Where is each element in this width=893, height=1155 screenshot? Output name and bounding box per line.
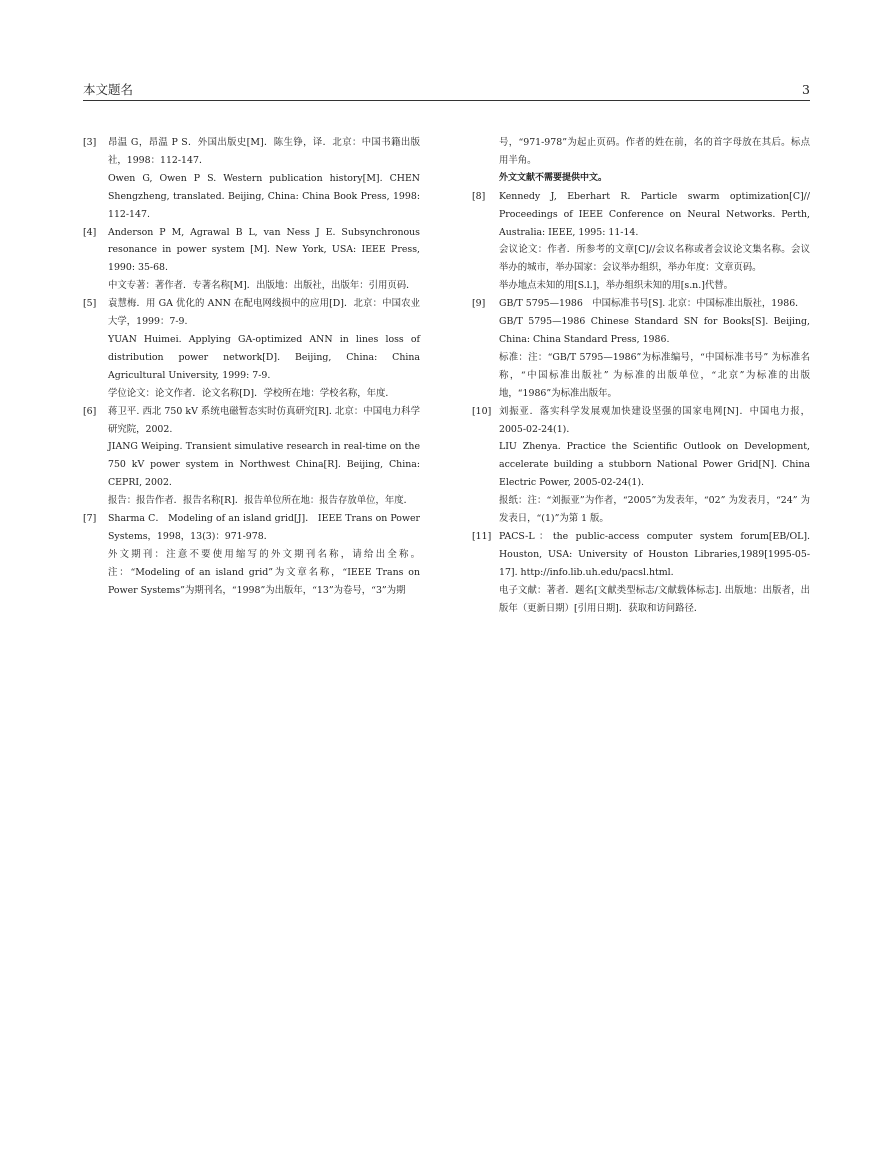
reference-note: 举办地点未知的用[S.l.]，举办组织未知的用[s.n.]代替。 xyxy=(499,280,733,292)
reference-note: 标准：注：“GB/T 5795—1986”为标准编号，“中国标准书号” 为标准名称，“中国标准出版社” 为标准的出版单位，“北京”为标准的出版地，“1986”为标准出版年。 xyxy=(499,351,810,399)
reference-note: LIU Zhenya. Practice the Scientific Outlook on Development, accelerate building a stubborn National Power Grid[N]. China Electric Power, 2005-02-24(1). xyxy=(499,441,810,489)
reference-note: GB/T 5795—1986 Chinese Standard SN for Books[S]. Beijing, China: China Standard Press, 1986. xyxy=(499,316,810,345)
reference-11 xyxy=(472,528,810,618)
page-number: 3 xyxy=(802,82,810,97)
reference-5 xyxy=(83,295,420,402)
reference-number: [7] xyxy=(83,513,97,525)
running-title: 本文题名 xyxy=(83,82,134,97)
reference-number: [8] xyxy=(472,190,486,202)
reference-number: [11] xyxy=(472,530,492,542)
reference-text: 袁慧梅．用 GA 优化的 ANN 在配电网线损中的应用[D]．北京：中国农业大学，1999：7-9. xyxy=(108,298,420,328)
reference-8 xyxy=(472,188,810,295)
reference-note: 会议论文：作者．所参考的文章[C]//会议名称或者会议论文集名称。会议举办的城市，举办国家：会议举办组织，举办年度：文章页码。 xyxy=(499,244,810,274)
reference-text: Anderson P M, Agrawal B L, van Ness J E. Subsynchronous resonance in power system [M]. New York, USA: IEEE Press, 1990: 35-68. xyxy=(108,226,420,274)
reference-note: 外文期刊：注意不要使用缩写的外文期刊名称，请给出全称。注：“Modeling of an island grid”为文章名称，“IEEE Trans on Power Systems”为期刊名，“1998”为出版年，“13”为卷号，“3”为期 xyxy=(108,548,420,596)
reference-number: [5] xyxy=(83,298,97,310)
right-column xyxy=(472,134,810,617)
reference-3 xyxy=(83,134,420,224)
reference-note: YUAN Huimei. Applying GA-optimized ANN in lines loss of distribution power network[D]. Beijing, China: China Agricultural University, 1999: 7-9. xyxy=(108,333,420,381)
left-column xyxy=(83,134,420,600)
reference-number: [3] xyxy=(83,137,97,148)
reference-10 xyxy=(472,403,810,528)
reference-6 xyxy=(83,403,420,510)
reference-note: 学位论文：论文作者．论文名称[D]．学校所在地：学校名称，年度． xyxy=(108,387,395,399)
reference-4 xyxy=(83,224,420,296)
reference-7-continuation: 号，“971-978”为起止页码。作者的姓在前，名的首字母放在其后。标点用半角。 xyxy=(499,137,810,166)
reference-7 xyxy=(83,510,420,600)
page-header xyxy=(83,82,810,101)
reference-note: 电子文献：著者．题名[文献类型标志/文献载体标志]. 出版地：出版者，出版年（更新日期）[引用日期]．获取和访问路径． xyxy=(499,584,810,614)
reference-number: [9] xyxy=(472,298,486,310)
reference-text: 刘振亚．落实科学发展观加快建设坚强的国家电网[N]．中国电力报，2005-02-24(1)． xyxy=(499,405,810,435)
reference-text: GB/T 5795—1986 中国标准书号[S]. 北京：中国标准出版社，1986． xyxy=(499,298,805,310)
reference-number: [4] xyxy=(83,226,97,238)
reference-note: 报告：报告作者．报告名称[R]．报告单位所在地：报告存放单位，年度． xyxy=(108,495,414,507)
reference-note: Owen G, Owen P S. Western publication history[M]. CHEN Shengzheng, translated. Beijing, China: China Book Press, 1998: 112-147. xyxy=(108,172,420,220)
reference-note: 中文专著：著作者．专著名称[M]．出版地：出版社，出版年：引用页码． xyxy=(108,280,416,292)
reference-text: Kennedy J, Eberhart R. Particle swarm optimization[C]// Proceedings of IEEE Conference on Neural Networks. Perth, Australia: IEEE, 1995: 11-14. xyxy=(499,190,810,238)
reference-note: 报纸：注：“刘振亚”为作者，“2005”为发表年，“02” 为发表月，“24” 为发表日，“(1)”为第 1 版。 xyxy=(499,495,810,525)
bold-note: 外文文献不需要提供中文。 xyxy=(499,172,608,183)
reference-note: JIANG Weiping. Transient simulative research in real-time on the 750 kV power system in Northwest China[R]. Beijing, China: CEPRI, 2002. xyxy=(108,441,420,489)
reference-9 xyxy=(472,295,810,402)
reference-number: [6] xyxy=(83,405,97,417)
reference-number: [10] xyxy=(472,405,492,417)
reference-text: 蒋卫平. 西北 750 kV 系统电磁暂态实时仿真研究[R]. 北京：中国电力科学研究院，2002. xyxy=(108,405,420,435)
reference-text: PACS-L：the public-access computer system forum[EB/OL]. Houston, USA: University of Houston Libraries,1989[1995-05-17]. http://info.lib.uh.edu/pacsl.html. xyxy=(499,530,810,578)
reference-text: 昂温 G，昂温 P S．外国出版史[M]．陈生铮，译．北京：中国书籍出版社，1998：112-147． xyxy=(108,137,420,166)
reference-text: Sharma C． Modeling of an island grid[J]． IEEE Trans on Power Systems，1998，13(3)：971-978． xyxy=(108,513,420,542)
